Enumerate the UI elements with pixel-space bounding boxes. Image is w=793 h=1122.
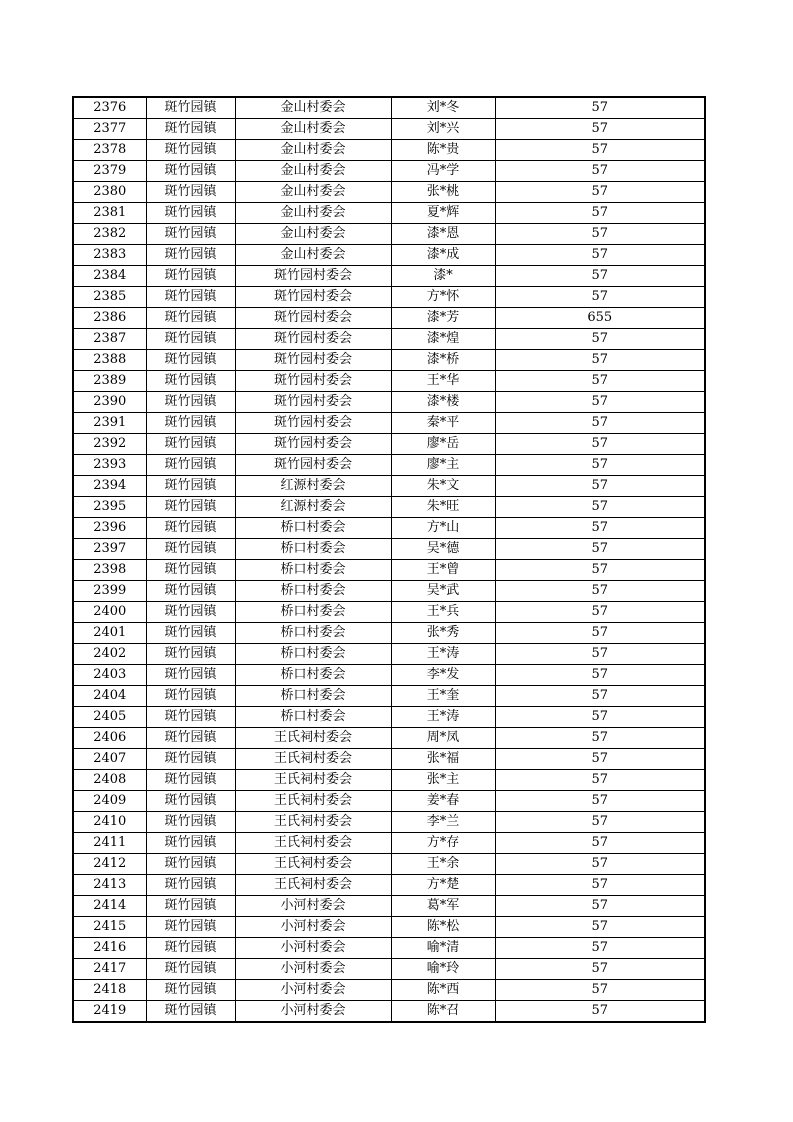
table-row — [73, 413, 705, 434]
village-committee-cell: 桥口村委会 — [235, 644, 391, 665]
amount-cell: 57 — [495, 539, 705, 560]
town-cell: 斑竹园镇 — [146, 959, 235, 980]
town-cell: 斑竹园镇 — [146, 518, 235, 539]
name-cell: 王*涛 — [391, 707, 495, 728]
village-committee-cell: 桥口村委会 — [235, 686, 391, 707]
town-cell: 斑竹园镇 — [146, 833, 235, 854]
village-committee-cell: 王氏祠村委会 — [235, 812, 391, 833]
table-row — [73, 140, 705, 161]
town-cell: 斑竹园镇 — [146, 644, 235, 665]
town-cell: 斑竹园镇 — [146, 392, 235, 413]
table-row — [73, 770, 705, 791]
name-cell: 葛*军 — [391, 896, 495, 917]
amount-cell: 57 — [495, 623, 705, 644]
amount-cell: 57 — [495, 560, 705, 581]
town-cell: 斑竹园镇 — [146, 371, 235, 392]
table-row — [73, 644, 705, 665]
row-number-cell: 2379 — [73, 161, 146, 182]
name-cell: 王*奎 — [391, 686, 495, 707]
row-number-cell: 2413 — [73, 875, 146, 896]
row-number-cell: 2397 — [73, 539, 146, 560]
amount-cell: 57 — [495, 97, 705, 119]
name-cell: 廖*主 — [391, 455, 495, 476]
row-number-cell: 2419 — [73, 1001, 146, 1023]
row-number-cell: 2404 — [73, 686, 146, 707]
amount-cell: 57 — [495, 392, 705, 413]
town-cell: 斑竹园镇 — [146, 875, 235, 896]
town-cell: 斑竹园镇 — [146, 97, 235, 119]
village-committee-cell: 斑竹园村委会 — [235, 455, 391, 476]
name-cell: 姜*春 — [391, 791, 495, 812]
row-number-cell: 2409 — [73, 791, 146, 812]
table-row — [73, 623, 705, 644]
village-committee-cell: 小河村委会 — [235, 938, 391, 959]
town-cell: 斑竹园镇 — [146, 812, 235, 833]
town-cell: 斑竹园镇 — [146, 560, 235, 581]
village-committee-cell: 斑竹园村委会 — [235, 287, 391, 308]
town-cell: 斑竹园镇 — [146, 770, 235, 791]
name-cell: 王*兵 — [391, 602, 495, 623]
row-number-cell: 2416 — [73, 938, 146, 959]
row-number-cell: 2376 — [73, 97, 146, 119]
name-cell: 方*怀 — [391, 287, 495, 308]
table-body — [73, 97, 705, 1022]
name-cell: 王*华 — [391, 371, 495, 392]
amount-cell: 57 — [495, 665, 705, 686]
town-cell: 斑竹园镇 — [146, 497, 235, 518]
town-cell: 斑竹园镇 — [146, 623, 235, 644]
village-committee-cell: 小河村委会 — [235, 896, 391, 917]
name-cell: 张*福 — [391, 749, 495, 770]
amount-cell: 57 — [495, 455, 705, 476]
amount-cell: 57 — [495, 119, 705, 140]
village-committee-cell: 金山村委会 — [235, 119, 391, 140]
town-cell: 斑竹园镇 — [146, 161, 235, 182]
town-cell: 斑竹园镇 — [146, 539, 235, 560]
amount-cell: 57 — [495, 770, 705, 791]
row-number-cell: 2386 — [73, 308, 146, 329]
row-number-cell: 2410 — [73, 812, 146, 833]
name-cell: 漆*恩 — [391, 224, 495, 245]
town-cell: 斑竹园镇 — [146, 455, 235, 476]
row-number-cell: 2401 — [73, 623, 146, 644]
village-committee-cell: 小河村委会 — [235, 1001, 391, 1023]
table-row — [73, 161, 705, 182]
town-cell: 斑竹园镇 — [146, 350, 235, 371]
town-cell: 斑竹园镇 — [146, 1001, 235, 1023]
name-cell: 秦*平 — [391, 413, 495, 434]
village-committee-cell: 小河村委会 — [235, 917, 391, 938]
name-cell: 漆* — [391, 266, 495, 287]
table-row — [73, 917, 705, 938]
amount-cell: 57 — [495, 896, 705, 917]
village-committee-cell: 桥口村委会 — [235, 623, 391, 644]
name-cell: 张*秀 — [391, 623, 495, 644]
name-cell: 漆*成 — [391, 245, 495, 266]
table-row — [73, 434, 705, 455]
town-cell: 斑竹园镇 — [146, 266, 235, 287]
village-committee-cell: 红源村委会 — [235, 497, 391, 518]
amount-cell: 57 — [495, 497, 705, 518]
name-cell: 漆*芳 — [391, 308, 495, 329]
amount-cell: 57 — [495, 854, 705, 875]
amount-cell: 57 — [495, 644, 705, 665]
village-committee-cell: 红源村委会 — [235, 476, 391, 497]
table-row — [73, 224, 705, 245]
amount-cell: 57 — [495, 875, 705, 896]
town-cell: 斑竹园镇 — [146, 665, 235, 686]
town-cell: 斑竹园镇 — [146, 602, 235, 623]
village-committee-cell: 斑竹园村委会 — [235, 371, 391, 392]
village-committee-cell: 桥口村委会 — [235, 539, 391, 560]
amount-cell: 57 — [495, 266, 705, 287]
town-cell: 斑竹园镇 — [146, 917, 235, 938]
name-cell: 陈*召 — [391, 1001, 495, 1023]
town-cell: 斑竹园镇 — [146, 224, 235, 245]
table-row — [73, 665, 705, 686]
town-cell: 斑竹园镇 — [146, 329, 235, 350]
table-row — [73, 749, 705, 770]
row-number-cell: 2407 — [73, 749, 146, 770]
amount-cell: 655 — [495, 308, 705, 329]
amount-cell: 57 — [495, 140, 705, 161]
row-number-cell: 2414 — [73, 896, 146, 917]
town-cell: 斑竹园镇 — [146, 245, 235, 266]
name-cell: 方*山 — [391, 518, 495, 539]
village-committee-cell: 金山村委会 — [235, 97, 391, 119]
name-cell: 李*发 — [391, 665, 495, 686]
name-cell: 喻*清 — [391, 938, 495, 959]
table-row — [73, 833, 705, 854]
row-number-cell: 2378 — [73, 140, 146, 161]
town-cell: 斑竹园镇 — [146, 791, 235, 812]
name-cell: 廖*岳 — [391, 434, 495, 455]
table-row — [73, 896, 705, 917]
row-number-cell: 2398 — [73, 560, 146, 581]
town-cell: 斑竹园镇 — [146, 308, 235, 329]
name-cell: 喻*玲 — [391, 959, 495, 980]
village-committee-cell: 桥口村委会 — [235, 560, 391, 581]
amount-cell: 57 — [495, 413, 705, 434]
amount-cell: 57 — [495, 812, 705, 833]
amount-cell: 57 — [495, 287, 705, 308]
amount-cell: 57 — [495, 224, 705, 245]
name-cell: 王*余 — [391, 854, 495, 875]
town-cell: 斑竹园镇 — [146, 749, 235, 770]
table-row — [73, 266, 705, 287]
row-number-cell: 2412 — [73, 854, 146, 875]
name-cell: 陈*松 — [391, 917, 495, 938]
row-number-cell: 2415 — [73, 917, 146, 938]
town-cell: 斑竹园镇 — [146, 119, 235, 140]
row-number-cell: 2382 — [73, 224, 146, 245]
village-committee-cell: 王氏祠村委会 — [235, 875, 391, 896]
table-row — [73, 539, 705, 560]
village-committee-cell: 斑竹园村委会 — [235, 266, 391, 287]
name-cell: 王*涛 — [391, 644, 495, 665]
amount-cell: 57 — [495, 203, 705, 224]
town-cell: 斑竹园镇 — [146, 203, 235, 224]
table-row — [73, 875, 705, 896]
table-row — [73, 182, 705, 203]
row-number-cell: 2377 — [73, 119, 146, 140]
row-number-cell: 2396 — [73, 518, 146, 539]
amount-cell: 57 — [495, 707, 705, 728]
name-cell: 王*曾 — [391, 560, 495, 581]
table-row — [73, 518, 705, 539]
village-committee-cell: 金山村委会 — [235, 224, 391, 245]
town-cell: 斑竹园镇 — [146, 476, 235, 497]
village-committee-cell: 小河村委会 — [235, 959, 391, 980]
name-cell: 冯*学 — [391, 161, 495, 182]
table-row — [73, 938, 705, 959]
table-row — [73, 97, 705, 119]
village-committee-cell: 王氏祠村委会 — [235, 791, 391, 812]
table-row — [73, 854, 705, 875]
town-cell: 斑竹园镇 — [146, 728, 235, 749]
row-number-cell: 2417 — [73, 959, 146, 980]
amount-cell: 57 — [495, 917, 705, 938]
name-cell: 夏*辉 — [391, 203, 495, 224]
town-cell: 斑竹园镇 — [146, 182, 235, 203]
amount-cell: 57 — [495, 686, 705, 707]
village-committee-cell: 王氏祠村委会 — [235, 854, 391, 875]
table-row — [73, 980, 705, 1001]
amount-cell: 57 — [495, 161, 705, 182]
name-cell: 漆*煌 — [391, 329, 495, 350]
amount-cell: 57 — [495, 476, 705, 497]
town-cell: 斑竹园镇 — [146, 938, 235, 959]
table-row — [73, 203, 705, 224]
table-row — [73, 476, 705, 497]
table-row — [73, 371, 705, 392]
amount-cell: 57 — [495, 959, 705, 980]
row-number-cell: 2399 — [73, 581, 146, 602]
village-committee-cell: 桥口村委会 — [235, 581, 391, 602]
amount-cell: 57 — [495, 728, 705, 749]
row-number-cell: 2381 — [73, 203, 146, 224]
table-row — [73, 245, 705, 266]
amount-cell: 57 — [495, 749, 705, 770]
table-row — [73, 707, 705, 728]
amount-cell: 57 — [495, 938, 705, 959]
amount-cell: 57 — [495, 518, 705, 539]
village-committee-cell: 王氏祠村委会 — [235, 749, 391, 770]
row-number-cell: 2406 — [73, 728, 146, 749]
village-committee-cell: 斑竹园村委会 — [235, 350, 391, 371]
table-row — [73, 812, 705, 833]
name-cell: 张*桃 — [391, 182, 495, 203]
town-cell: 斑竹园镇 — [146, 854, 235, 875]
row-number-cell: 2380 — [73, 182, 146, 203]
amount-cell: 57 — [495, 980, 705, 1001]
amount-cell: 57 — [495, 833, 705, 854]
village-committee-cell: 桥口村委会 — [235, 602, 391, 623]
table-row — [73, 329, 705, 350]
amount-cell: 57 — [495, 350, 705, 371]
village-committee-cell: 金山村委会 — [235, 140, 391, 161]
village-committee-cell: 斑竹园村委会 — [235, 308, 391, 329]
name-cell: 方*楚 — [391, 875, 495, 896]
row-number-cell: 2390 — [73, 392, 146, 413]
town-cell: 斑竹园镇 — [146, 896, 235, 917]
town-cell: 斑竹园镇 — [146, 140, 235, 161]
row-number-cell: 2400 — [73, 602, 146, 623]
name-cell: 漆*楼 — [391, 392, 495, 413]
table-row — [73, 308, 705, 329]
village-committee-cell: 桥口村委会 — [235, 518, 391, 539]
table-row — [73, 728, 705, 749]
name-cell: 漆*桥 — [391, 350, 495, 371]
town-cell: 斑竹园镇 — [146, 707, 235, 728]
row-number-cell: 2403 — [73, 665, 146, 686]
table-row — [73, 581, 705, 602]
amount-cell: 57 — [495, 1001, 705, 1023]
row-number-cell: 2395 — [73, 497, 146, 518]
row-number-cell: 2388 — [73, 350, 146, 371]
amount-cell: 57 — [495, 182, 705, 203]
village-committee-cell: 斑竹园村委会 — [235, 392, 391, 413]
amount-cell: 57 — [495, 791, 705, 812]
village-committee-cell: 王氏祠村委会 — [235, 770, 391, 791]
row-number-cell: 2411 — [73, 833, 146, 854]
table-row — [73, 560, 705, 581]
amount-cell: 57 — [495, 581, 705, 602]
name-cell: 刘*兴 — [391, 119, 495, 140]
row-number-cell: 2418 — [73, 980, 146, 1001]
village-committee-cell: 王氏祠村委会 — [235, 728, 391, 749]
table-row — [73, 791, 705, 812]
village-committee-cell: 金山村委会 — [235, 182, 391, 203]
row-number-cell: 2383 — [73, 245, 146, 266]
table-row — [73, 959, 705, 980]
village-committee-cell: 金山村委会 — [235, 161, 391, 182]
name-cell: 张*主 — [391, 770, 495, 791]
row-number-cell: 2408 — [73, 770, 146, 791]
table-row — [73, 350, 705, 371]
town-cell: 斑竹园镇 — [146, 980, 235, 1001]
table-row — [73, 455, 705, 476]
name-cell: 陈*贵 — [391, 140, 495, 161]
name-cell: 吴*武 — [391, 581, 495, 602]
data-table — [72, 96, 706, 1023]
amount-cell: 57 — [495, 329, 705, 350]
village-committee-cell: 金山村委会 — [235, 245, 391, 266]
amount-cell: 57 — [495, 371, 705, 392]
name-cell: 朱*文 — [391, 476, 495, 497]
row-number-cell: 2384 — [73, 266, 146, 287]
row-number-cell: 2394 — [73, 476, 146, 497]
name-cell: 朱*旺 — [391, 497, 495, 518]
village-committee-cell: 王氏祠村委会 — [235, 833, 391, 854]
name-cell: 刘*冬 — [391, 97, 495, 119]
town-cell: 斑竹园镇 — [146, 413, 235, 434]
row-number-cell: 2387 — [73, 329, 146, 350]
table-row — [73, 1001, 705, 1023]
amount-cell: 57 — [495, 602, 705, 623]
village-committee-cell: 桥口村委会 — [235, 665, 391, 686]
town-cell: 斑竹园镇 — [146, 287, 235, 308]
village-committee-cell: 斑竹园村委会 — [235, 413, 391, 434]
table-row — [73, 602, 705, 623]
row-number-cell: 2405 — [73, 707, 146, 728]
village-committee-cell: 小河村委会 — [235, 980, 391, 1001]
village-committee-cell: 斑竹园村委会 — [235, 434, 391, 455]
name-cell: 吴*德 — [391, 539, 495, 560]
table-row — [73, 119, 705, 140]
table-row — [73, 287, 705, 308]
town-cell: 斑竹园镇 — [146, 581, 235, 602]
row-number-cell: 2385 — [73, 287, 146, 308]
village-committee-cell: 斑竹园村委会 — [235, 329, 391, 350]
town-cell: 斑竹园镇 — [146, 434, 235, 455]
amount-cell: 57 — [495, 245, 705, 266]
name-cell: 方*存 — [391, 833, 495, 854]
table-row — [73, 497, 705, 518]
row-number-cell: 2391 — [73, 413, 146, 434]
village-committee-cell: 桥口村委会 — [235, 707, 391, 728]
name-cell: 陈*西 — [391, 980, 495, 1001]
table-row — [73, 686, 705, 707]
name-cell: 周*凤 — [391, 728, 495, 749]
row-number-cell: 2392 — [73, 434, 146, 455]
village-committee-cell: 金山村委会 — [235, 203, 391, 224]
row-number-cell: 2389 — [73, 371, 146, 392]
row-number-cell: 2393 — [73, 455, 146, 476]
town-cell: 斑竹园镇 — [146, 686, 235, 707]
row-number-cell: 2402 — [73, 644, 146, 665]
amount-cell: 57 — [495, 434, 705, 455]
name-cell: 李*兰 — [391, 812, 495, 833]
table-row — [73, 392, 705, 413]
